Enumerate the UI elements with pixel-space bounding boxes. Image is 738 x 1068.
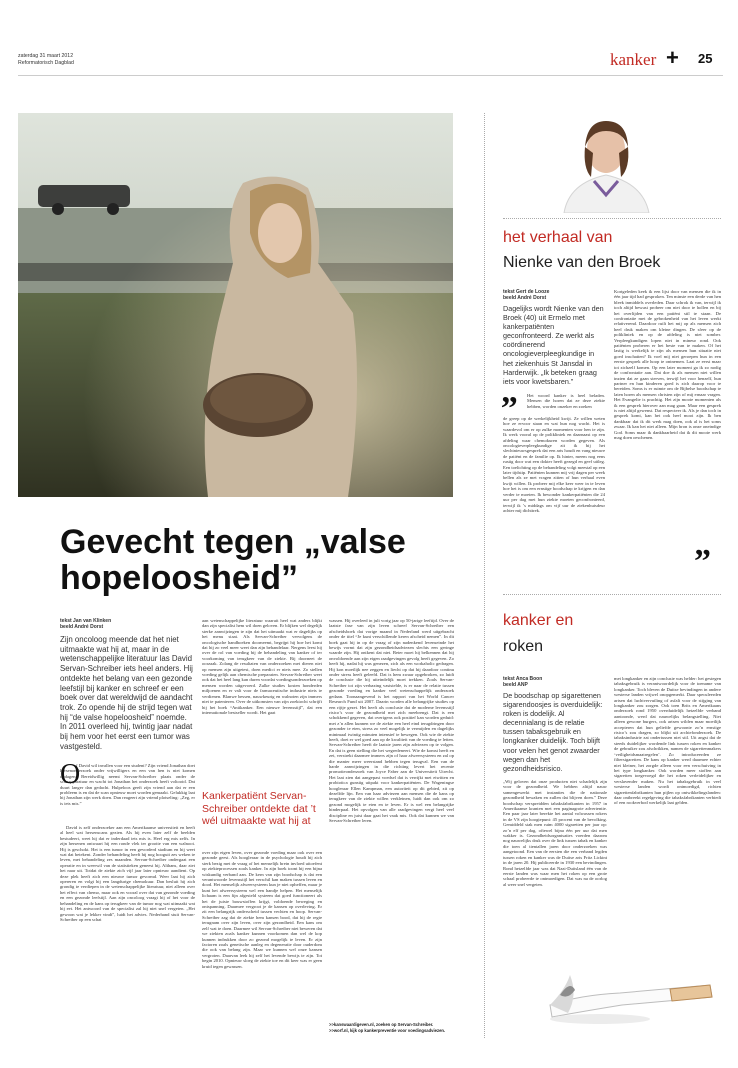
column-divider xyxy=(484,113,485,1038)
main-col1-first: f David wil invallen voor een student? Zijn vriend Jonathan doet hersenonderzoek onder vrijwilligers en een van hen is niet komen opdagen. Bereidwillig neemt Servan-Schreiber plaats onder de scanapparatuur en wacht tot Jonathan het onderzoek heeft voltooid. Dat duurt langer dan gedacht. Hulpeloos geeft zijn vriend aan dat er een probleem is en dat de scan opnieuw moet worden gemaakt. Gelukkig laat hij Jonathan zijn werk doen. Dan reageert zijn vriend plotseling: „Zeg, er is iets mis.” xyxy=(60,763,195,806)
sidebar1-title-2: Nienke van den Broek xyxy=(503,254,661,271)
plus-icon: + xyxy=(666,45,679,70)
main-byline-text: tekst Jan van Klinken xyxy=(60,618,112,624)
nienke-portrait-image xyxy=(539,113,674,213)
nienke-portrait xyxy=(539,113,674,213)
main-lead: Zijn oncoloog meende dat het niet uitmaakte wat hij at, maar in de wetenschappelijke literatuur las David Servan-Schreiber iets heel anders. Hij ontdekte het belang van een gezonde leefstijl bij kanker en schreef er een boek over dat wereldwijd de aandacht trok. Zo opende hij de strijd tegen wat hij “de valse hopeloosheid” noemde. In 2011 overleed hij, twintig jaar nadat bij hem voor het eerst een tumor was vastgesteld. xyxy=(60,635,193,751)
headline-line-1: Gevecht tegen „valse xyxy=(60,523,406,561)
sidebar1-col-b xyxy=(614,289,721,539)
header-rule xyxy=(18,75,723,76)
sidebar2-byline-photo: beeld ANP xyxy=(503,682,528,688)
sidebar2-lead: De boodschap op sigarettenen sigarendoosjes is overduidelijk: roken is dodelijk. Al decennialang is de relatie tussen tabaksgebruik en longkanker duidelijk. Toch blijft voor velen het genot zwaarder wegen dan het gezondheidsrisico. xyxy=(503,691,603,773)
page-header xyxy=(18,45,723,72)
sidebar2-byline-text: tekst Anca Boon xyxy=(503,676,543,682)
main-byline-photo: beeld André Dorst xyxy=(60,624,104,630)
sidebar1-byline-photo: beeld André Dorst xyxy=(503,295,547,301)
main-col-1 xyxy=(60,618,195,1013)
main-col3: wassen. Hij overleed in juli vorig jaar op 50-jarige leeftijd. Over de laatste fase van zijn leven schreef Servan-Schreiber een afscheidsboek dat vorige maand in Nederland werd uitgebracht onder de titel “Je kunt verschillende keren afscheid nemen”. In dit boek gaat hij in op de vraag of zijn nadenkend levenseinde het bewijs vormt dat zijn gezondheidsadviezen slechts een geringe waarde zijn. Hij ontkent dat niet. Beter moet hij belkennen dat hij onvoldoende aan zijn eigen raadgevingen gevolg heeft gegeven. Zo heeft hij, nadat hij was genezen, zich als een workaholic gedragen. Hij kon moeilijk nee zeggen en liecht op dat hij daardoor continu onder stress heeft geleefd. Dat is hem zwaar opgebroken, zo luidt de conclusie die hij uiteindelijk moet trekken. Zoals Servan-Schreiber tot zijn verbazing vaststelde, is er naar de relatie tussen gezonde voeding en kanker veel wetenschappelijk onderzoek gedaan. Toonaangevend is het rapport van het World Cancer Research Fund uit 2007. Daarin worden alle belangrijke studies op een rijtje gezet. Het heeft als conclusie dat de moderne levensstijl risico’s voor de gezondheid met zich meebrengt. Dat is een schokkend gegeven, dat overigens ook positief kan worden geduid: met z’n allen kunnen we de ziekte een heel eind terugdringen door gezonder te eten, stress zo veel mogelijk te vermijden en dagelijks minimaal twintig minuten intensief te bewegen. Ook wie de ziekte heeft, doet er wel goed aan op de kwaliteit van de voeding te letten. Servan-Schreiber heeft de laatste jaren zijn adviezen op te volgen. En dat is geen stelling die het wegredeneert. Wie de komst heeft en zet, verstrekt daarmee immers zijn of haar afweersysteem en zal op die manier meer weerstand hebben tegen terugval. Een van de harde aanwijzingen in die richting levert het recente promotieonderzoek van Joyce Faber aan de Universiteit Utrecht. Het laat zien dat aangepast voedsel dat is verrijkt met eiwitten en probiotica gunstig uitpakt voor kankerpatiënten. De Wageningse hoogleraar Ellen Kampman, een autoriteit op dit gebied, zit op dezelfde lijn. Een van haar adviezen aan mensen die de kans op terugkeer van de ziekte willen verkleinen, luidt dan ook om zo gezond mogelijk te eten en te leven. Er is wel een belangrijke hinderpaal. Het opvolgen van alle raadgevingen vergt heel veel discipline en juist daar gaat het vaak mis. Ook dat kunnen we van Servan-Schreiber leren. xyxy=(329,618,454,824)
section-title: kanker xyxy=(610,50,657,69)
main-col-2 xyxy=(202,618,322,1030)
pullquote: Kankerpatiënt Servan-Schreiber ontdekte dat ’t wél uitmaakte wat hij at xyxy=(202,790,316,827)
header-paper: Reformatorisch Dagblad xyxy=(18,60,74,66)
dropcap: O xyxy=(60,759,81,790)
sidebar1-lead: Dagelijks wordt Nienke van den Broek (40) uit Ermelo met kankerpatiënten geconfronteerd. Ze werkt als coördinerend oncologieverpleegkundige in het ziekenhuis St Jansdal in Harderwijk. „Ik beteken graag iets voor kwetsbaren.” xyxy=(503,304,604,386)
sidebar1-byline-text: tekst Gert de Looze xyxy=(503,289,550,295)
sidebar2-col-b-text: met longkanker en zijn conclusie was helder: het gestegen tabaksgebruik is verantwoordelijk voor de toename van longkanker. Toch bleven de Duitse bevindingen in andere westerse landen vrijwel onopgemerkt. Daar speculeerden artsen dat luchtvervuiling of asfalt voor de stijging van longkanker zou zorgen. Ook toen Brits en Amerikaans onderzoek rond 1950 overduidelijk hetzelfde verband aantoonde, werd dat nauwelijks belangstelling. Niet alleen gewone burgers, ook artsen wilden maar moeilijk accepteren dat hun geliefde gewoonte zo’n ernstige risico’s zou dragen, zo blijkt uit archiefonderzoek. De tabaksindustrie zat ondertussen niet stil. Uit angst dat de steeds duidelijker wordende link tussen roken en kanker de gebruiker zou afschrikken, namen de sigarettenmakers ‘veiligheidsmaatregelen’. Zo introduceerden ze filtersigaretten. De kans op kanker werd daarmee echter niet kleiner, het zorgde alleen voor een verschuiving in het type longkanker. Ook worden meer stoffen aan sigaretten toegevoegd die het roken verleidelijker en verslavender maken. Nu het tabaksgebruik in veel westerse landen wordt ontmoedigd, richten sigarettenfabrikanten hun pijlen op ontwikkelingslanden: daar ontbreekt regelgeving die tabaksfabrikanten verbiedt of een rookverbod werkelijk laat gelden. xyxy=(614,676,721,806)
link-servan-schreiber[interactable]: >>kanswaardigeven.nl, zoeken op Servan-Schreiber. xyxy=(329,1022,434,1027)
main-headline xyxy=(60,524,460,596)
cigarette-illustration xyxy=(540,935,715,1030)
headline-line-2: hopeloosheid” xyxy=(60,559,298,597)
main-col2-bottom: over zijn eigen leven, over gezonde voeding maar ook over een gezonde geest. Als hoogleraar in de psychologie houdt hij zich sterk bezig met de vraag of het menselijk brein invloed uitoefent op ziekteprocessen zoals kanker. In zijn boek toont hij een bijna wiskundig verband aan. De kern van zijn boodschap is dat een verantwoorde levensstijl het verschil kan maken tussen leven en dood. Het menselijk afweersysteem kun je niet opheffen, maar je kunt het afweersysteem wel een handje helpen. Het menselijk lichaam is een fijn afgesteld systeem dat goed functioneert als het de juiste bouwstoffen krijgt, voldoende beweging en ontspanning. Daarmee vergroot je de kansen op overleving. Er zit een belangrijk onderscheid tussen vechten en hoop. Servan-Schreiber zag dat de ziekte hem kansen bood, dat hij de regie terugnam over zijn leven, over zijn gezondheid. Een kans om zelf wat te doen. Daarmee wil Servan-Schreiber niet beweren dat we ziekten zoals kanker kunnen voorkomen dan wel de kop kunnen indrukken door zo gezond mogelijk te leven. Er zijn factoren zoals genetische aanleg en degeneratie door ouderdom die ook van belang zijn. Maar we kunnen wel onze kansen vergroten. Daarvan leek hij zelf het levende bewijs te zijn. Tot begin 2010. Opnieuw sloeg de ziekte toe en dit keer was er geen kruid tegen gewassen. xyxy=(202,850,322,969)
sidebar1-col-b-text: Kortgeleden keek ik een lijst door van mensen die ik in één jaar tijd had gesproken. Ten minste een derde van hen bleek inmiddels overleden. Daar schrok ik van, terwijl ik toch altijd bewust probeer om niet door te hollen en bij het overlijden van een patiënt stil te staan. De confrontatie met de gebrokenheid van het leven werkt relativerend. Daardoor ruilt het mij op als mensen zich heel druk maken om kleine dingen. De sfeer op de polikliniek en op de afdeling is niet somber. Verpleegkundigen lopen niet in mineur rond. Ook patiënten proberen er het beste van te maken. Of het lastig is werkelijk te zijn als mensen hun situatie niet goed inschatten? Ik voel mij niet geroepen hun in een eerste gesprek alle hoop te ontnemen. Laat ze eerst maar tot zichzelf komen. Op een later moment ga ik zo nodig de confrontatie aan. Dat doe ik als mensen niet willen inzien dat ze gaan sterven, terwijl het voor henzelf, hun partner en hun kinderen goed is zich daarop voor te bereiden. Soms is er ruimte om de Bijbelse boodschap te laten horen als mensen christen zijn of mij ernaar vragen. Het Evangelie is prachtig. Het zijn mooie momenten als ik een gesprek hierover aan mag gaan. Maar een gesprek is niet altijd gewenst. Dat respecteer ik. Als je dan toch in gesprek komt, kan het ook heel mooi zijn. Ik ben dankbaar dat ik dit werk mag doen, ook al is het soms zwaar. Ik kan het niet alleen. Mijn bron is onze oneindige God. Soms maar ik dankbaarheid dat ik dit mooie werk mag doen oeschenen. xyxy=(614,289,721,440)
link-wcrf[interactable]: >>worf.nl, kijk op kankerpreventie voor voedingsadviezen. xyxy=(329,1028,446,1033)
sidebar2-col-a-text: „Wij geloven dat onze producten niet schadelijk zijn voor de gezondheid. We hebben altijd nauw samengewerkt met instanties die de nationale gezondheid bewaken en zullen dat blijven doen.” Deze boodschap verspreidden tabaksfabrikanten in 1957 in Amerikaanse kranten met een paginagrote advertentie. Een paar jaar later berekte het aantal volwassen rokers in de VS zijn hoogtepunt: 45 procent van de bevolking. Gemiddeld stak men ruim 4000 sigaretten per jaar op: zo’n elf per dag, oftewel bijna één per uur dat men wakker is. Gezondheidsorganisaties voerden daarom nog nauwelijks druk over de link tussen tabak en kanker die toen al tientallen jaren door onderzoeken was aangetoond. Een van de eersten die een verband legden tussen roken en kanker was de Duitse arts Fritz Lickint in de jaren 20. Hij publiceerde in 1930 een bevindingen. Rond hetzelfde jaar was dat Nazi-Duitsland één van de eerste landen was waar men het roken op een grote schaal probeerde te ontmoedigen. Dat was na de oorlog al weer snel vergeten. xyxy=(503,779,607,887)
sidebar1-quote-intro: Het woord kanker is heel beladen. Mensen die horen dat ze deze ziekte hebben, worden onzeker en zoeken xyxy=(527,393,605,409)
main-photo xyxy=(18,113,453,497)
sidebar1-rule xyxy=(503,218,721,219)
photo-illustration xyxy=(18,113,453,497)
sidebar2-title-1: kanker en xyxy=(503,612,574,629)
sidebar2-col-b xyxy=(614,676,721,926)
header-date: zaterdag 31 maart 2012 xyxy=(18,53,74,59)
main-col2-top: aan wetenschappelijke literatuur waaruit heel wat anders blijkt dan zijn specialist hem wil doen geloven. Er blijken wel degelijk sterke aanwijzingen te zijn dat het uitmaakt wat er dagelijks op het menu staat. Als Servan-Schreiber vervolgens de oncologische handboeken doorneemt, begrijpt hij hoe het komt dat hij zo veel meer weet dan zijn behandelaar. Nergens leest hij over de rol van voeding bij de behandeling van kanker of ter voorkoming van terugkeer van de ziekte. Bij doorneet de oorzaak. Zolang de resultaten van onderzoeken met dieren niet op mensen zijn uitgetest, doen medici er niets mee. Zo stellen voeding gelijk aan chemische preparaten. Servan-Schreiber weet ook dat het heel lang kan duren voordat voedingsonderzoeken op mensen worden uitgevoerd. Zulke studies kosten honderden miljoenen en er valt voor de farmaceutische industrie niets te verdienen. Blanwe bessen, nauwkeurig en walnoten zijn immers niet te patenteren. Over de uitkomsten van zijn zoektocht schrijft hij het boek “Antikanker. Een nieuwe levensstijl”, dat een internationale bestseller wordt. Het gaat xyxy=(202,618,322,715)
cigarette-photo xyxy=(540,935,715,1030)
sidebar-separator xyxy=(503,594,721,595)
sidebar2-title-2: roken xyxy=(503,638,544,655)
main-col1-rest: David is zelf onderzoeker aan een Amerikaanse universiteit en heeft al heel wat hersenscans gezien. Als hij even later zelf de beelden bestudeert, weet hij dat er inderdaad iets mis is. Heel erg mis zelfs. In zijn hersenen ontwaart hij een ronde vlek ter grootte van een walnoot. Hij is geschokt. Het is een tumor in een gevorderd stadium en hij weet wat dat betekent. Zonder behandeling heeft hij nog hooguit zes weken te leven, met behandeling zes maanden. Servan-Schreiber ondergaat een operatie en in weerwil van de statistieken geneest hij. Althans, daar ziet het naar uit. Totdat de ziekte zich vijf jaar later opnieuw aandient. Op deze plek heeft zich een nieuwe tumor gevormd. Weer laat hij zich opereren en volgt hij een langdurige chemokuur. Dan besluit hij zich grondig te verdiepen in de wetenschappelijke literatuur, niet alleen over het effect van chemo, maar ook en vooral over dat van gezonde voeding en een gezonde leefstijl. Aan zijn oncoloog vraagt hij of het voor de behandeling en de kans op terugkeer van de tumor nog wat uitmaakt wat hij eet. Het antwoord van de specialist zal hij niet snel vergeten. „Het gewoon wat je lekker vindt”, luidt het advies. Nederhand stuit Servan-Schreiber op een schat xyxy=(60,825,195,922)
main-col-3 xyxy=(329,618,454,1034)
sidebar1-title-1: het verhaal van xyxy=(503,229,613,246)
quote-open-icon: „ xyxy=(501,373,518,410)
sidebar1-col-a xyxy=(503,289,605,574)
quote-close-icon: ” xyxy=(694,543,711,580)
sidebar1-col-a-text: de greep op de werkelijkheid kwijt. Ze willen weten hoe ze ervoor staan en wat hun nog wacht. Het is waardevol om er op zulke momenten voor hen te zijn. Ik werk vooral op de polikliniek en daarnaast op een afdeling waar chemokuren worden gegeven. Als oncologieverpleegkundige zit ik bij het slechtnieuwsgesprek dat een arts houdt en vang nieuwe de patiënt en de familie op. Ik hinter, meem nog eens rustig door wat een dokter heeft gezegd en geef uitleg. Een toelichting op de behandeling volgt meestal op een later tijdstip. Patiënten kunnen mij vrij dagen per week bellen als ze met vragen zitten of hun verhaal even kwijt willen. Ik probeer mij elke keer weer in te leven hoe het is om een ernstige boodschap te krijgen en dan verder te moeten. Ik bewonder kankerpatiënten die 24 uur per dag met hun ziekte moeten geconfronteerd, terwijl ik ’s middags om vijf uur de ziekenhuisdeur achter mij dichttrek. xyxy=(503,416,605,513)
sidebar2-col-a xyxy=(503,676,607,939)
page-number: 25 xyxy=(698,51,713,66)
